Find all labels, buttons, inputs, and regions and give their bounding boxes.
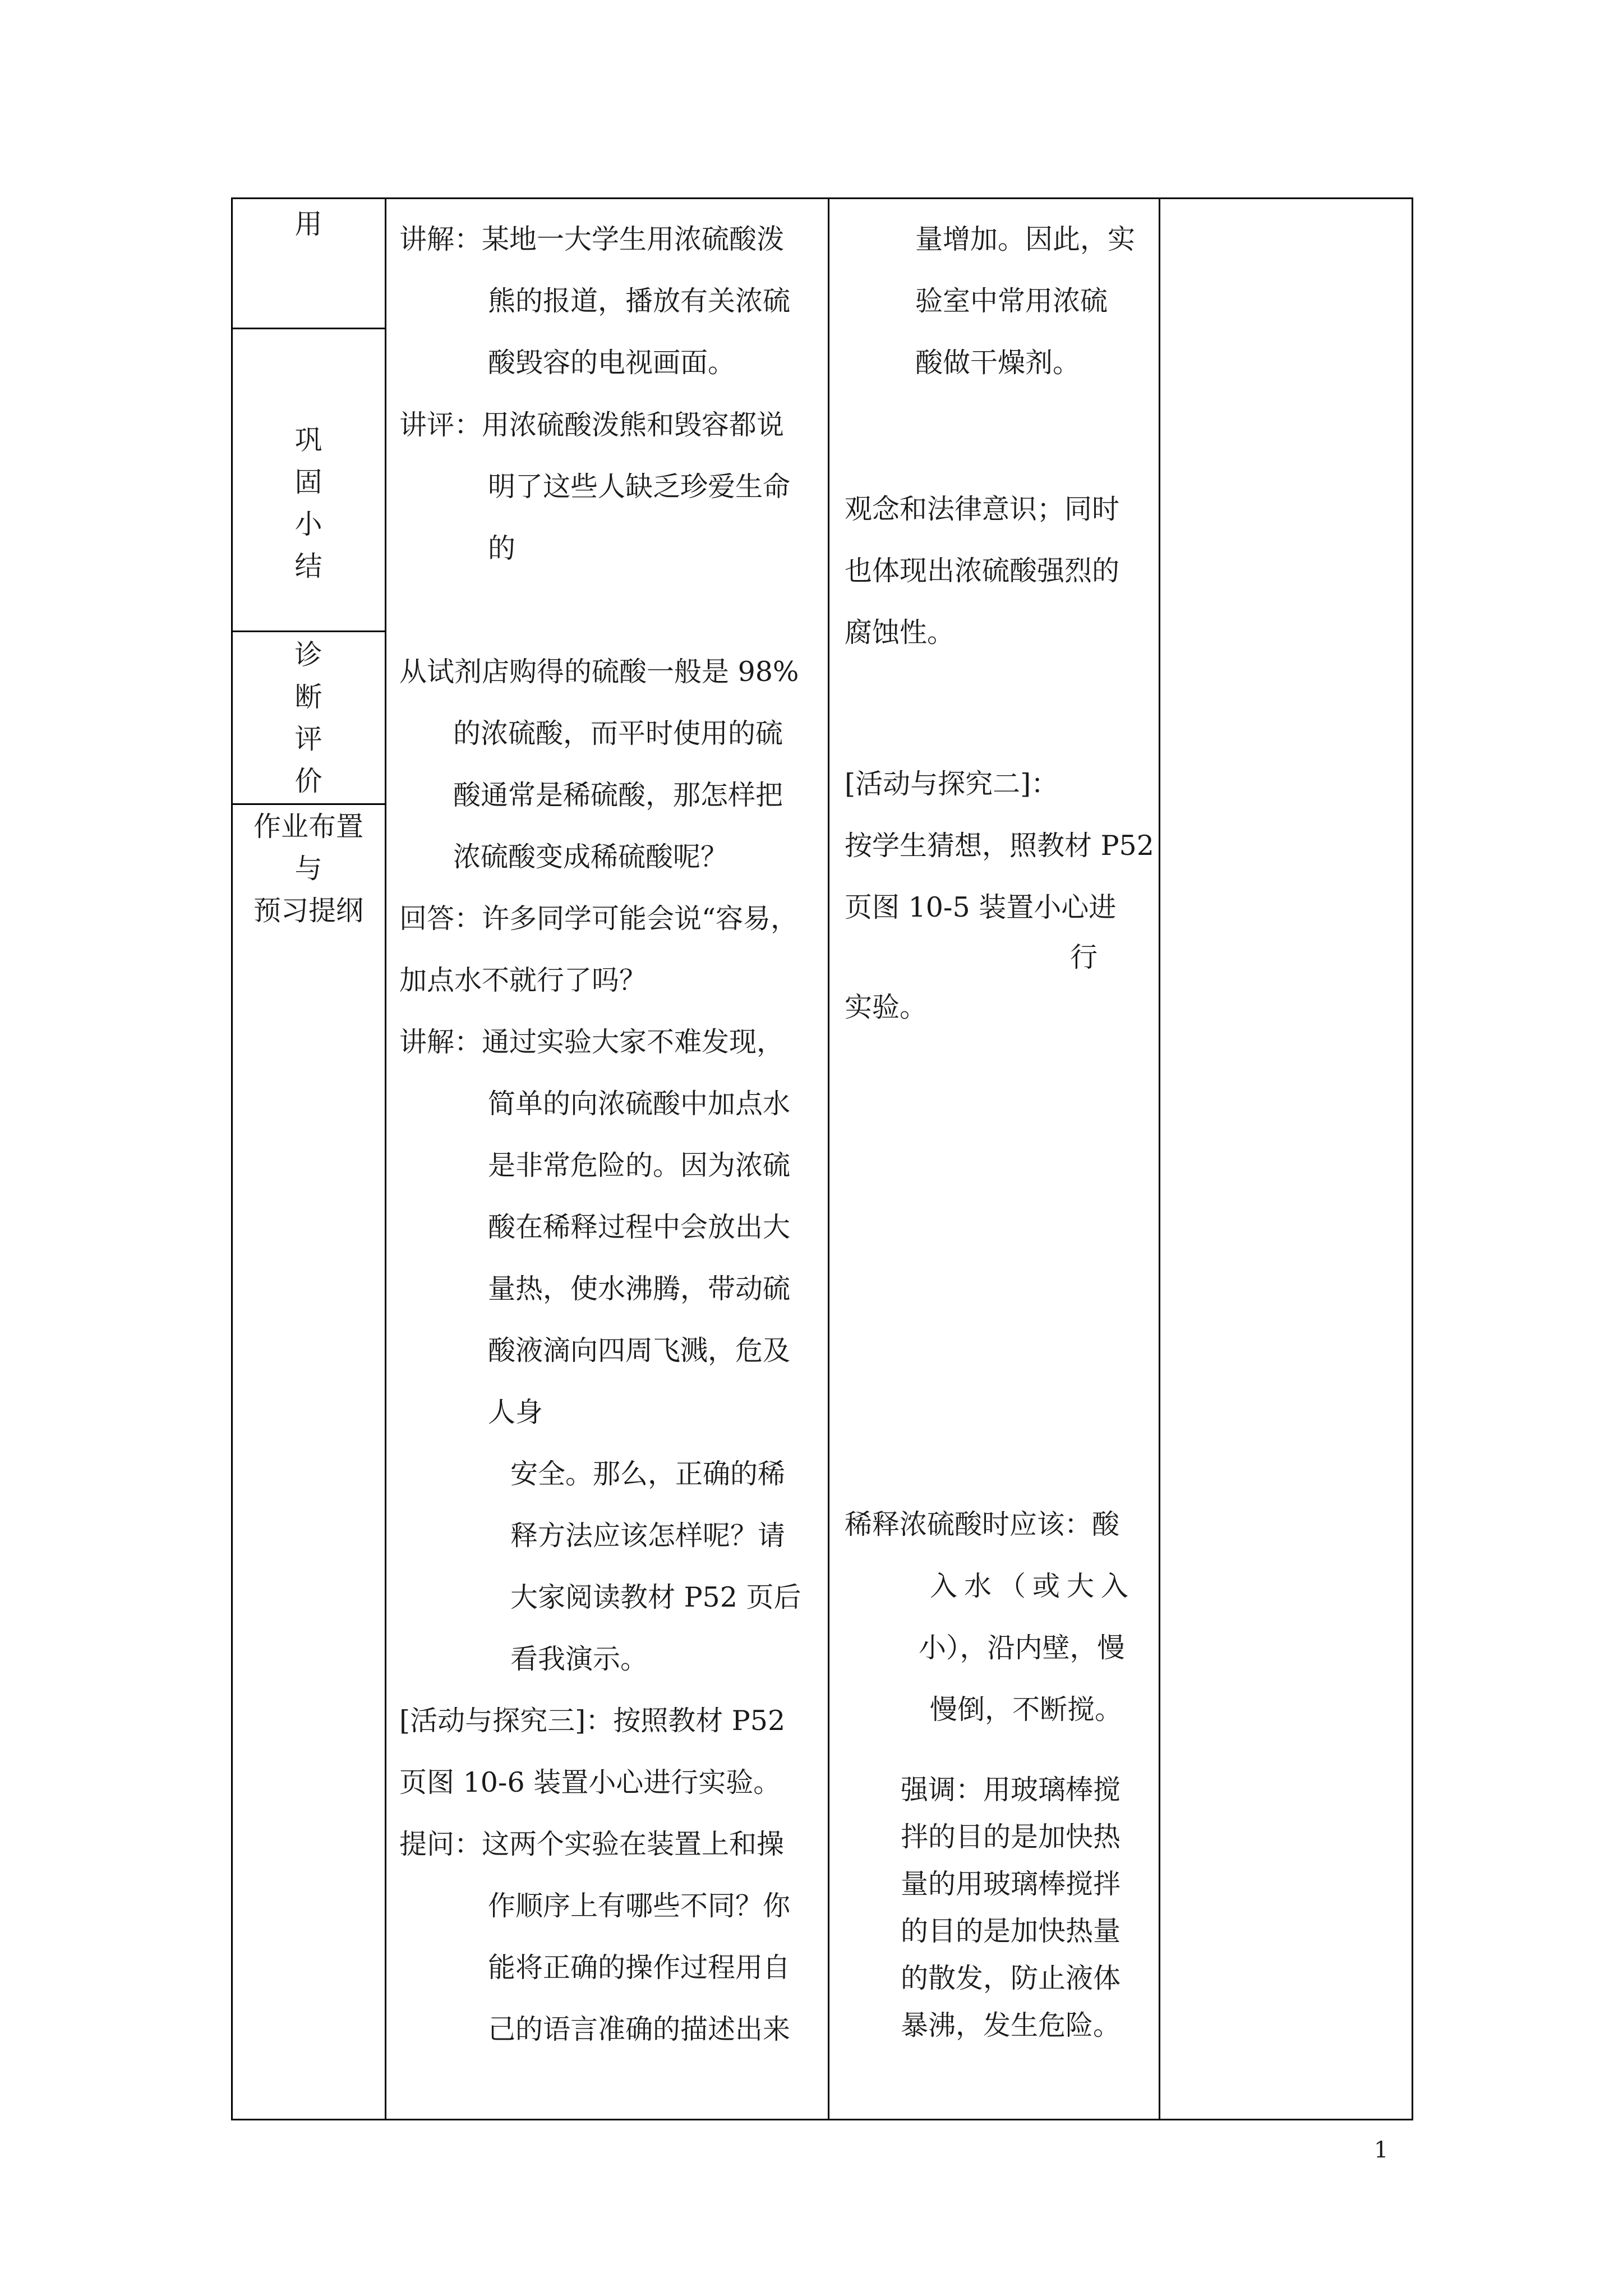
text-line: 从试剂店购得的硫酸一般是 98% — [399, 656, 799, 688]
text-line: 的 — [488, 532, 516, 564]
text-line: 讲评：用浓硫酸泼熊和毁容都说 — [399, 409, 785, 441]
text-line: [活动与探究二]： — [845, 768, 1059, 800]
row-label-char: 价 — [294, 765, 322, 797]
row-label-char: 诊 — [294, 639, 322, 671]
text-line: 浓硫酸变成稀硫酸呢？ — [453, 841, 728, 873]
table-bottom-border — [231, 2119, 1413, 2120]
text-line: 大家阅读教材 P52 页后 — [510, 1581, 801, 1613]
text-line: 入水（或大入 — [930, 1570, 1136, 1602]
text-line: 回答：许多同学可能会说“容易， — [399, 903, 799, 935]
text-line: 提问：这两个实验在装置上和操 — [399, 1828, 785, 1860]
row-label-char: 结 — [294, 550, 322, 582]
text-line: 人身 — [488, 1396, 543, 1428]
text-line: 讲解：通过实验大家不难发现， — [399, 1026, 785, 1058]
column-divider-2 — [828, 197, 829, 2120]
text-line: 量增加。因此，实 — [915, 223, 1136, 255]
row-label-line: 作业布置 — [253, 811, 363, 843]
text-line: 明了这些人缺乏珍爱生命 — [488, 471, 791, 503]
row-label-use — [231, 203, 386, 245]
row-label-homework — [231, 806, 386, 932]
row-label-line: 预习提纲 — [253, 895, 363, 927]
text-line: 小），沿内壁，慢 — [919, 1632, 1125, 1664]
row-label-use-text: 用 — [294, 208, 322, 240]
table-top-border — [231, 197, 1413, 199]
student-note-2 — [845, 478, 1119, 664]
text-line: 的浓硫酸，而平时使用的硫 — [453, 717, 783, 749]
table-right-border — [1412, 197, 1413, 2120]
row-label-summary — [231, 419, 386, 587]
text-line: 讲解：某地一大学生用浓硫酸泼 — [399, 223, 785, 255]
teacher-question — [399, 1814, 790, 2060]
text-line: 的散发，防止液体 — [901, 1962, 1121, 1994]
question-intro — [399, 641, 799, 888]
text-line: 酸毁容的电视画面。 — [488, 347, 736, 379]
page-number: 1 — [1374, 2137, 1389, 2163]
student-answer — [399, 888, 798, 1011]
row-divider-3 — [231, 803, 386, 805]
teacher-comment — [399, 394, 790, 579]
text-line: 酸液滴向四周飞溅，危及 — [488, 1335, 791, 1366]
dilution-rule — [845, 1494, 1135, 1741]
text-line: 验室中常用浓硫 — [915, 285, 1108, 317]
text-line: 看我演示。 — [510, 1643, 648, 1675]
text-line: 酸做干燥剂。 — [915, 347, 1081, 379]
teacher-explanation-2 — [399, 1011, 790, 1443]
row-label-char: 巩 — [294, 424, 322, 456]
row-label-evaluation — [231, 634, 386, 802]
text-line: [活动与探究三]：按照教材 P52 — [399, 1705, 786, 1737]
student-note-1 — [915, 209, 1135, 394]
text-line: 慢倒，不断搅。 — [930, 1694, 1123, 1726]
text-line: 强调：用玻璃棒搅 — [901, 1774, 1121, 1806]
teacher-explanation-3 — [510, 1443, 801, 1690]
text-line: 页图 10-6 装置小心进行实验。 — [399, 1766, 781, 1798]
emphasis-note — [901, 1766, 1121, 2049]
text-line: 稀释浓硫酸时应该：酸 — [845, 1508, 1120, 1540]
text-line: 己的语言准确的描述出来 — [488, 2013, 791, 2045]
text-line: 暴沸，发生危险。 — [901, 2009, 1121, 2041]
text-line: 腐蚀性。 — [845, 616, 955, 648]
text-line: 观念和法律意识；同时 — [845, 493, 1120, 525]
row-divider-1 — [231, 328, 386, 329]
column-divider-3 — [1159, 197, 1160, 2120]
text-line: 作顺序上有哪些不同？你 — [488, 1890, 791, 1922]
teacher-explanation-1 — [399, 209, 790, 394]
text-line: 实验。 — [845, 991, 928, 1023]
row-divider-2 — [231, 631, 386, 632]
text-line: 酸在稀释过程中会放出大 — [488, 1211, 791, 1243]
text-line: 能将正确的操作过程用自 — [488, 1952, 791, 1984]
text-line: 页图 10-5 装置小心进 — [845, 891, 1117, 923]
text-line: 熊的报道，播放有关浓硫 — [488, 285, 791, 317]
text-line: 行 — [1070, 941, 1098, 973]
row-label-line: 与 — [294, 853, 322, 885]
text-line: 是非常危险的。因为浓硫 — [488, 1149, 791, 1181]
activity-two — [845, 753, 1154, 1038]
text-line: 释方法应该怎样呢？请 — [510, 1520, 786, 1552]
text-line: 量热，使水沸腾，带动硫 — [488, 1273, 791, 1305]
text-line: 拌的目的是加快热 — [901, 1821, 1121, 1853]
row-label-char: 断 — [294, 681, 322, 713]
row-label-char: 固 — [294, 466, 322, 498]
text-line: 按学生猜想，照教材 P52 — [845, 830, 1154, 862]
text-line: 简单的向浓硫酸中加点水 — [488, 1088, 791, 1120]
text-line: 加点水不就行了吗？ — [399, 964, 647, 996]
row-label-char: 小 — [294, 508, 322, 540]
text-line: 安全。那么，正确的稀 — [510, 1458, 786, 1490]
row-label-char: 评 — [294, 723, 322, 755]
text-line: 酸通常是稀硫酸，那怎样把 — [453, 779, 783, 811]
text-line: 也体现出浓硫酸强烈的 — [845, 555, 1120, 587]
text-line: 的目的是加快热量 — [901, 1915, 1121, 1947]
text-line: 量的用玻璃棒搅拌 — [901, 1868, 1121, 1900]
activity-three — [399, 1690, 785, 1814]
